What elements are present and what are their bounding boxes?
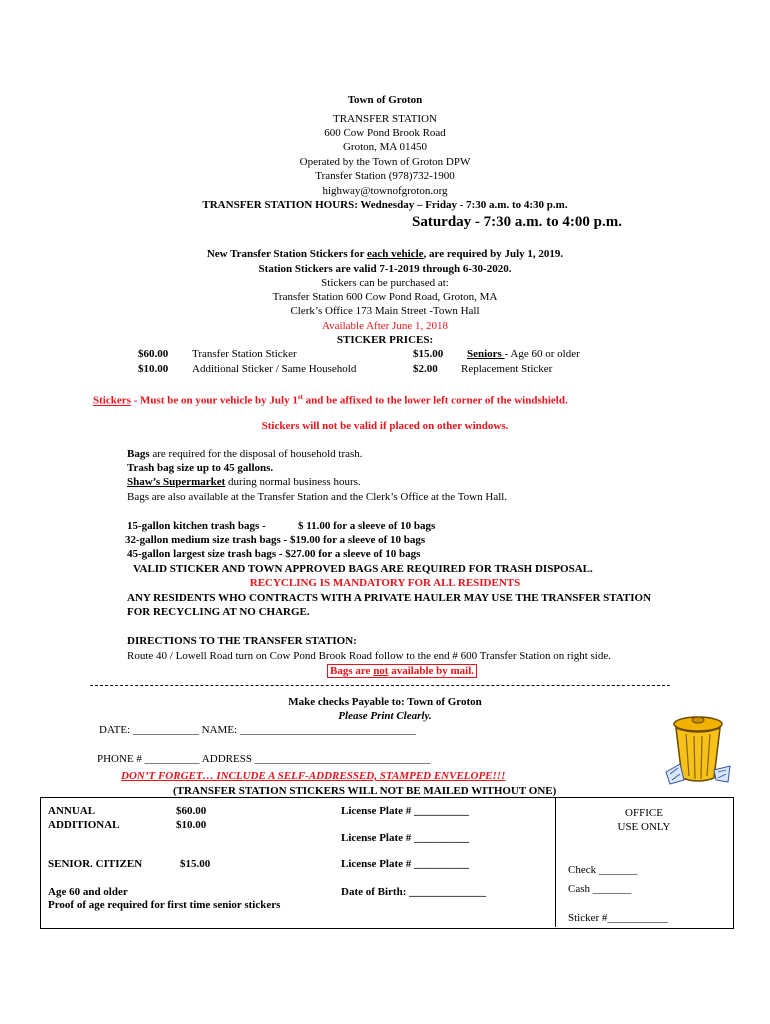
operated-by: Operated by the Town of Groton DPW [299,156,471,168]
hours-saturday: Saturday - 7:30 a.m. to 4:00 p.m. [412,214,622,230]
hours-weekday: TRANSFER STATION HOURS: Wednesday – Friday - 7:30 a.m. to 4:30 p.m. [202,199,568,211]
trash-can-icon [662,712,734,787]
price-4: $2.00 [413,363,438,375]
sticker-number-field: Sticker #___________ [568,912,668,924]
sticker-validity: Station Stickers are valid 7-1-2019 through 6-30-2020. [258,263,512,275]
license-plate-2[interactable]: License Plate # __________ [341,832,470,844]
station-email[interactable]: highway@townofgroton.org [322,185,448,197]
not-mailed-note: (TRANSFER STATION STICKERS WILL NOT BE MAILED WITHOUT ONE) [173,785,557,797]
price-1-label: Transfer Station Sticker [192,348,297,360]
annual-label: ANNUAL [48,805,96,817]
use-only-label: USE ONLY [617,821,671,833]
dont-forget-note: DON’T FORGET… INCLUDE A SELF-ADDRESSED, STAMPED ENVELOPE!!! [121,770,506,782]
price-2: $10.00 [138,363,169,375]
purchase-location-1: Transfer Station 600 Cow Pond Road, Groton, MA [272,291,498,303]
payable-to: Make checks Payable to: Town of Groton [288,696,482,708]
bag-price-15-value: $ 11.00 for a sleeve of 10 bags [298,520,436,532]
station-name: TRANSFER STATION [333,113,437,125]
price-3-label: Seniors - Age 60 or older [467,348,580,360]
check-field: Check _______ [568,864,638,876]
windshield-note: Stickers - Must be on your vehicle by July 1st and be affixed to the lower left corner of the windshield. [93,393,568,407]
purchase-location-2: Clerk’s Office 173 Main Street -Town Hall [290,305,480,317]
sticker-prices-title: STICKER PRICES: [336,334,434,346]
cash-field: Cash _______ [568,883,632,895]
directions-route: Route 40 / Lowell Road turn on Cow Pond Brook Road follow to the end # 600 Transfer Station on right side. [127,650,611,662]
date-name-field[interactable]: DATE: ____________ NAME: ________________________________ [99,724,416,736]
station-phone: Transfer Station (978)732-1900 [315,170,455,182]
bag-price-32: 32-gallon medium size trash bags - $19.00 for a sleeve of 10 bags [125,534,426,546]
price-3: $15.00 [413,348,444,360]
hauler-note-2: FOR RECYCLING AT NO CHARGE. [127,606,310,618]
station-address: 600 Cow Pond Brook Road [324,127,446,139]
bags-mail-note: Bags are not available by mail. [327,664,477,678]
price-2-label: Additional Sticker / Same Household [192,363,357,375]
date-of-birth[interactable]: Date of Birth: ______________ [341,886,487,898]
additional-price: $10.00 [176,819,207,831]
bag-price-15: 15-gallon kitchen trash bags - [127,520,266,532]
bag-price-45: 45-gallon largest size trash bags - $27.00 for a sleeve of 10 bags [127,548,421,560]
available-date: Available After June 1, 2018 [322,320,448,332]
sticker-requirement: New Transfer Station Stickers for each vehicle, are required by July 1, 2019. [206,248,564,260]
town-title: Town of Groton [347,94,423,106]
senior-label: SENIOR. CITIZEN [48,858,143,870]
license-plate-1[interactable]: License Plate # __________ [341,805,470,817]
directions-title: DIRECTIONS TO THE TRANSFER STATION: [127,635,357,647]
cut-line [90,685,670,686]
bag-size: Trash bag size up to 45 gallons. [127,462,274,474]
annual-price: $60.00 [176,805,207,817]
bags-required: Bags are required for the disposal of household trash. [127,448,363,460]
station-city: Groton, MA 01450 [342,141,428,153]
recycling-mandatory: RECYCLING IS MANDATORY FOR ALL RESIDENTS [249,577,521,589]
price-1: $60.00 [138,348,169,360]
age-note: Age 60 and older [48,886,128,898]
additional-label: ADDITIONAL [48,819,120,831]
license-plate-3[interactable]: License Plate # __________ [341,858,470,870]
bags-availability: Bags are also available at the Transfer Station and the Clerk’s Office at the Town Hall. [127,491,508,503]
valid-sticker-note: VALID STICKER AND TOWN APPROVED BAGS ARE REQUIRED FOR TRASH DISPOSAL. [133,563,593,575]
phone-address-field[interactable]: PHONE # __________ ADDRESS ________________________________ [97,753,431,765]
shaws-note: Shaw’s Supermarket during normal business hours. [127,476,361,488]
senior-price: $15.00 [180,858,211,870]
invalid-windows-note: Stickers will not be valid if placed on other windows. [261,420,509,432]
hauler-note-1: ANY RESIDENTS WHO CONTRACTS WITH A PRIVATE HAULER MAY USE THE TRANSFER STATION [127,592,652,604]
proof-note: Proof of age required for first time senior stickers [48,899,281,911]
price-4-label: Replacement Sticker [461,363,553,375]
office-label: OFFICE [625,807,663,819]
print-clearly: Please Print Clearly. [338,710,432,722]
purchase-note: Stickers can be purchased at: [321,277,449,289]
